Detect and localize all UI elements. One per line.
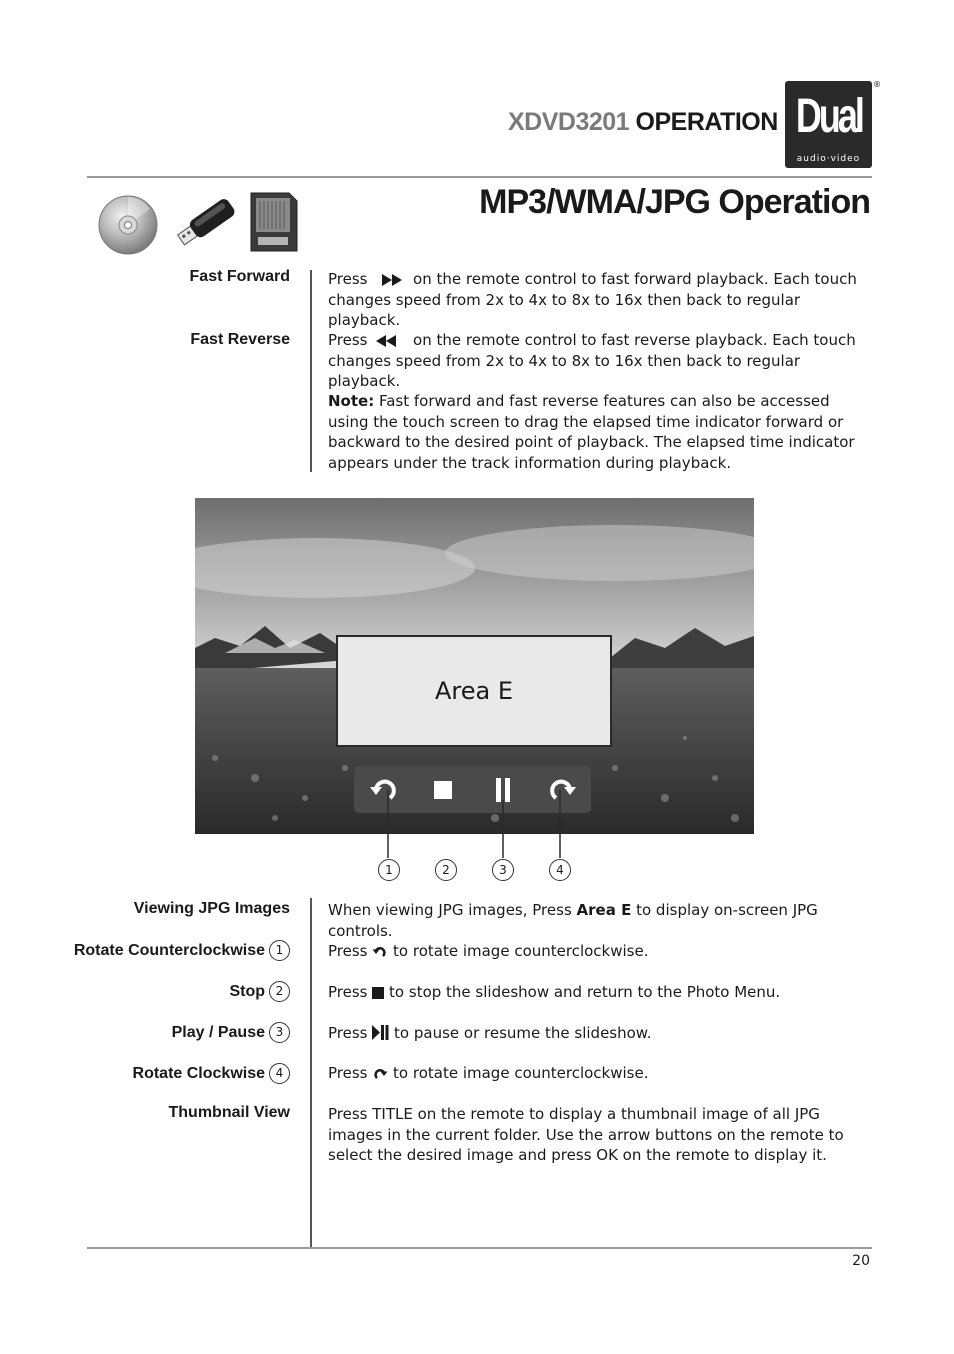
stop-small-icon: [372, 987, 384, 999]
ff-pre: Press: [328, 270, 368, 288]
note-text: [328, 391, 873, 473]
note-label: Note:: [328, 392, 375, 410]
sd-card-icon: [249, 191, 299, 253]
fast-forward-text: [328, 269, 873, 331]
rotate-ccw-post: to rotate image counterclockwise.: [393, 942, 649, 960]
label-fast-reverse: Fast Reverse: [190, 331, 290, 348]
rotate-cw-post: to rotate image counterclockwise.: [393, 1064, 649, 1082]
fast-forward-icon: [380, 274, 406, 286]
fast-reverse-icon: [374, 335, 400, 347]
area-e-box[interactable]: Area E: [336, 635, 612, 747]
rotate-cw-label: Rotate Clockwise: [132, 1064, 265, 1082]
viewing-post: to display on-screen JPG controls.: [328, 901, 818, 940]
stop-label: Stop: [229, 982, 265, 1000]
callout-1: 1: [378, 859, 400, 881]
fr-post: on the remote control to fast reverse playback. Each touch changes speed from 2x to 4x to 8x to 16x then back to regular playback.: [328, 331, 856, 390]
rotate-cw-num: 4: [269, 1063, 290, 1084]
label-thumbnail-view: Thumbnail View: [168, 1104, 290, 1121]
play-pause-num: 3: [269, 1022, 290, 1043]
section-name: OPERATION: [635, 108, 778, 136]
play-pause-pre: Press: [328, 1024, 368, 1042]
registered-mark: ®: [873, 80, 881, 89]
fast-reverse-text: [328, 330, 873, 392]
play-pause-small-icon: [372, 1025, 389, 1040]
cd-icon: [98, 195, 158, 255]
label-play-pause: [172, 1022, 290, 1043]
callout-2: 2: [435, 859, 457, 881]
divider-top: [310, 270, 312, 472]
fr-pre: Press: [328, 331, 368, 349]
divider-bottom: [310, 898, 312, 1248]
viewing-jpg-text: [328, 900, 873, 941]
label-rotate-cw: [133, 1063, 290, 1084]
dual-logo: [785, 81, 872, 168]
rotate-ccw-pre: Press: [328, 942, 368, 960]
footer-rule: [87, 1247, 872, 1249]
page-number: 20: [852, 1253, 870, 1269]
label-viewing-jpg: Viewing JPG Images: [133, 900, 290, 917]
logo-word: Dual: [795, 90, 862, 143]
label-rotate-ccw: [74, 940, 290, 961]
viewing-bold: Area E: [576, 901, 632, 919]
rotate-ccw-label: Rotate Counterclockwise: [73, 941, 265, 959]
callout-4: 4: [549, 859, 571, 881]
logo-sub: audio·video: [796, 154, 861, 164]
stop-num: 2: [269, 981, 290, 1002]
callout-3: 3: [492, 859, 514, 881]
rotate-ccw-num: 1: [269, 940, 290, 961]
rotate-ccw-small-icon: [372, 944, 388, 958]
viewing-pre: When viewing JPG images, Press: [328, 901, 572, 919]
callout-lines: [370, 790, 580, 860]
rotate-cw-text: [328, 1063, 873, 1084]
label-stop: [229, 981, 290, 1002]
thumbnail-text: Press TITLE on the remote to display a thumbnail image of all JPG images in the current folder. Use the arrow buttons on the remote to select the desired image and press OK on the remote to display it.: [328, 1105, 844, 1164]
page-title: MP3/WMA/JPG Operation: [479, 183, 870, 221]
ff-post: on the remote control to fast forward playback. Each touch changes speed from 2x to 4x to 8x to 16x then back to regular playback.: [328, 270, 857, 329]
header-rule: [87, 176, 872, 178]
rotate-cw-pre: Press: [328, 1064, 368, 1082]
label-fast-forward: Fast Forward: [189, 268, 290, 285]
header-model: [508, 108, 778, 137]
play-pause-text: [328, 1023, 873, 1044]
stop-text: [328, 982, 873, 1003]
usb-drive-icon: [172, 195, 242, 250]
rotate-ccw-text: [328, 941, 873, 962]
stop-post: to stop the slideshow and return to the Photo Menu.: [389, 983, 781, 1001]
model-number: XDVD3201: [508, 108, 630, 136]
stop-pre: Press: [328, 983, 368, 1001]
play-pause-label: Play / Pause: [171, 1023, 265, 1041]
rotate-cw-small-icon: [372, 1066, 388, 1080]
note-body: Fast forward and fast reverse features can also be accessed using the touch screen to drag the elapsed time indicator forward or backward to the desired point of playback. The elapsed time indicator appears under the track information during playback.: [328, 392, 855, 472]
play-pause-post: to pause or resume the slideshow.: [394, 1024, 652, 1042]
